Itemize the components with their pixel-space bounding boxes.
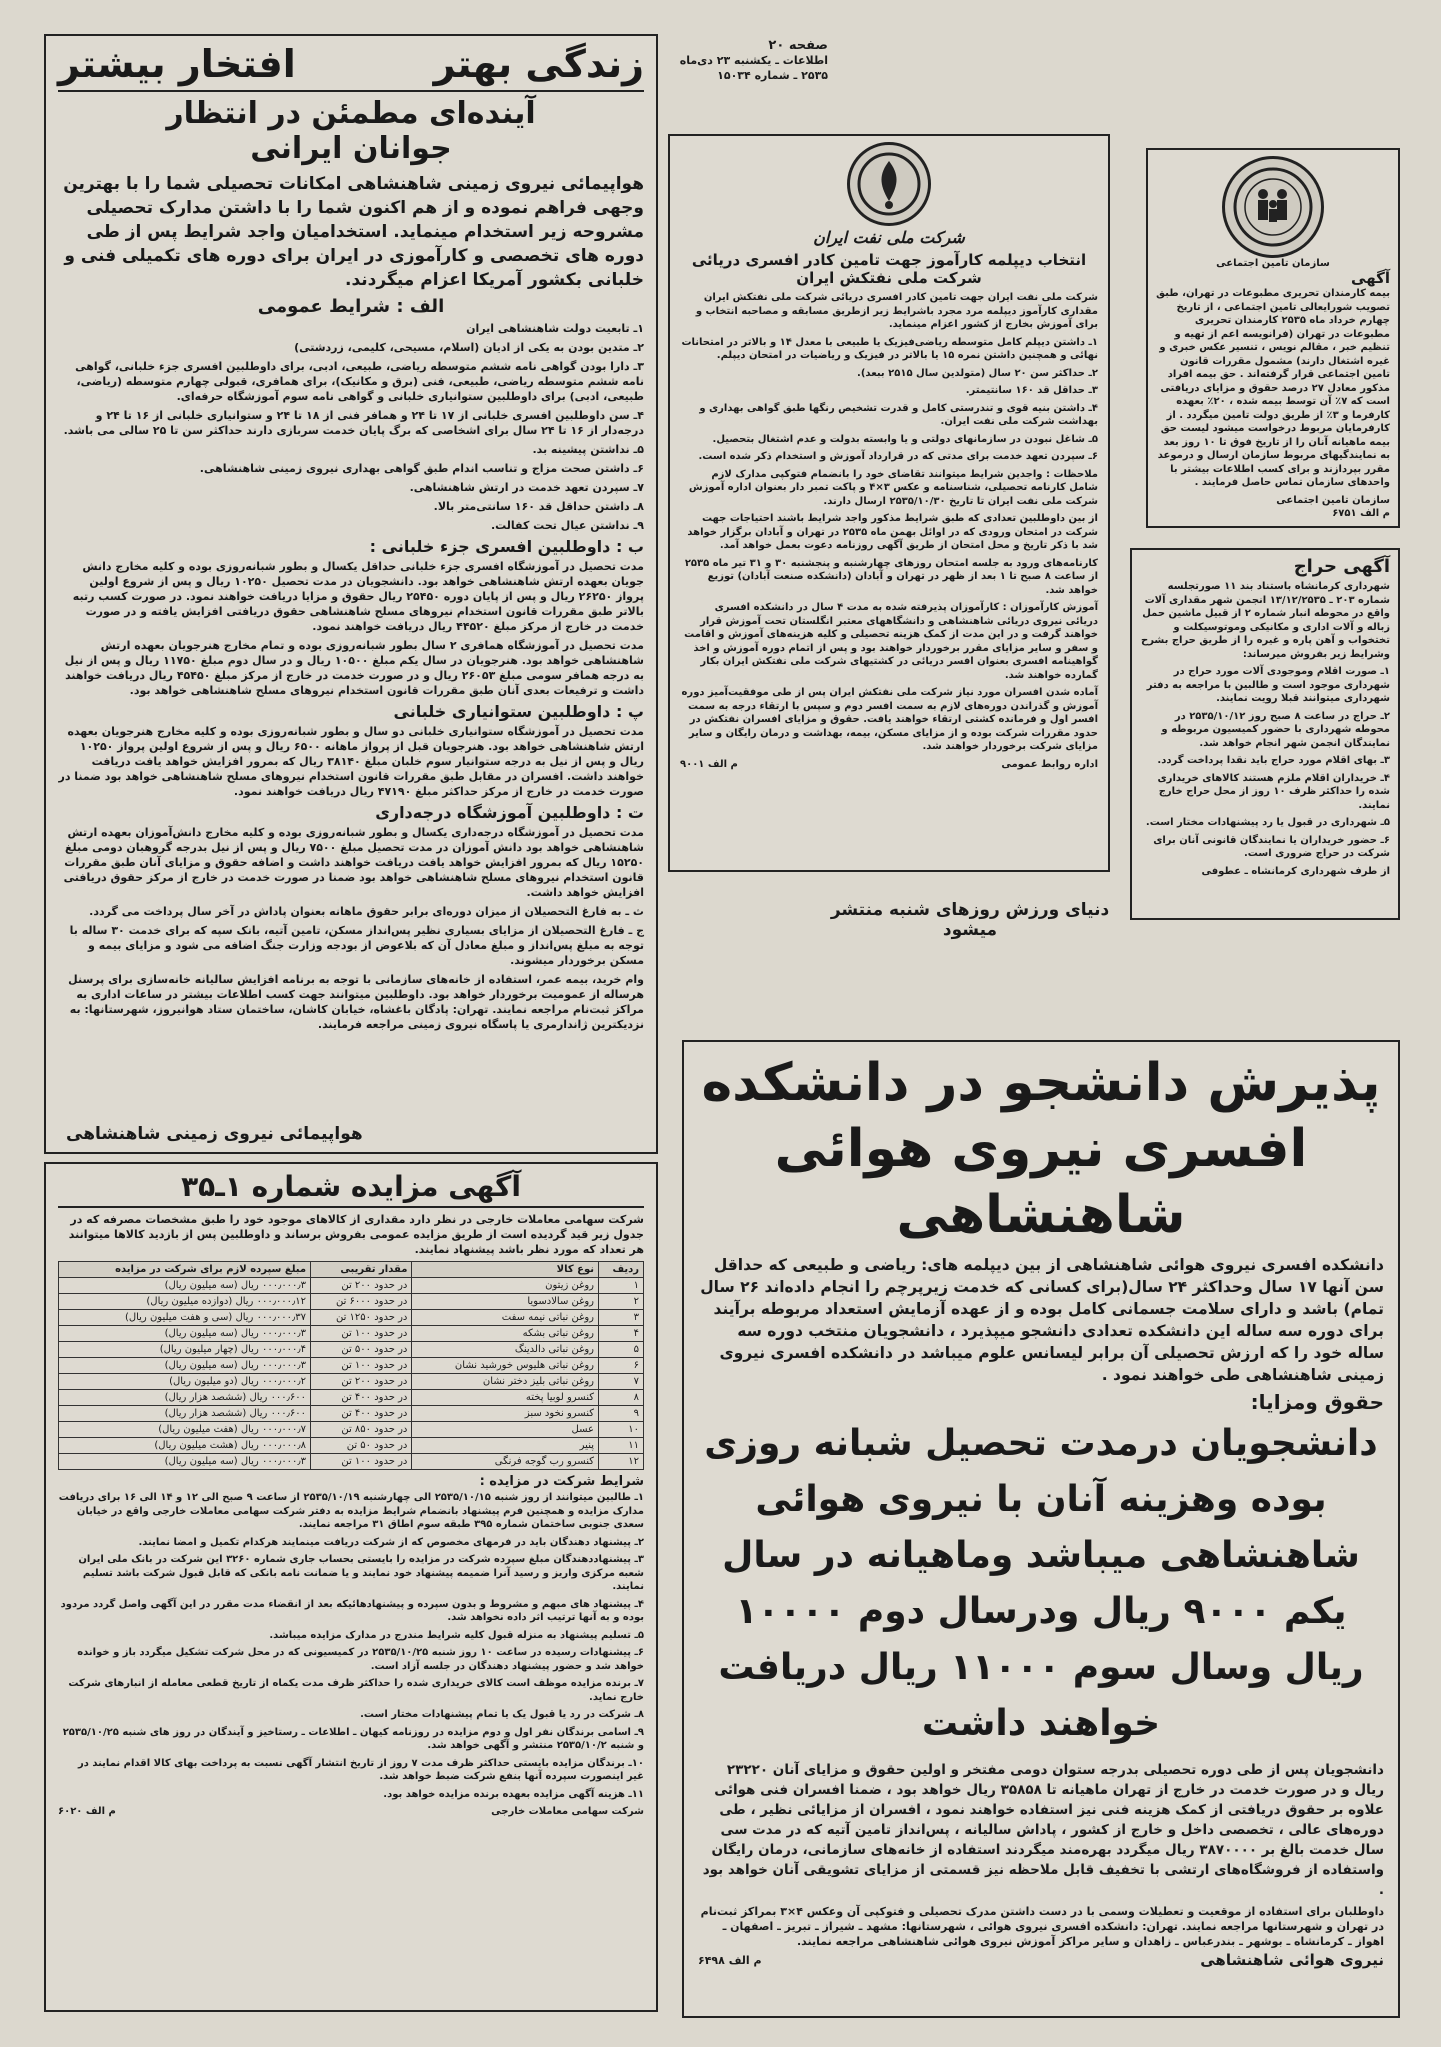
table-cell: عسل [412,1422,599,1438]
table-cell: ۰۰۰٫۰۰۰٫۳ ریال (سه میلیون ریال) [59,1358,311,1374]
af-footer [698,1953,1384,1968]
table-cell: ۹ [599,1406,644,1422]
table-cell: ۰۰۰٫۰۰۰٫۳ ریال (سه میلیون ریال) [59,1278,311,1294]
af-headline2: افسری نیروی هوائی شاهنشاهی [774,1119,1308,1245]
tender-condition: ۱ـ طالبین میتوانند از روز شنبه ۲۵۳۵/۱۰/۱۵ الی چهارشنبه ۲۵۳۵/۱۰/۱۹ از ساعت ۹ صبح الی ۱۲ و ۱۴ الی ۱۶ برای دریافت مدارک مزایده و همچنین فرم پیشنهاد بانضمام شرایط مزایده به دفتر شرکت سهامی معاملات خارجی واقع در خیابان سعدی جنوبی ساختمان شماره ۳۹۵ طبقه سوم اطاق ۳۱ مراجعه نمایند. [58,1492,644,1530]
oil-condition: ۶ـ سپردن تعهد خدمت برای مدتی که در قرارداد آموزش و استخدام ذکر شده است. [698,451,1098,462]
oil-condition: ۱ـ داشتن دیپلم کامل متوسطه ریاضی‌فیزیک یا طبیعی با معدل ۱۴ و بالاتر در امتحانات نهائی و همچنین داشتن نمره ۱۵ یا بالاتر در فیزیک و ریاضیات در امتحان دیپلم. [681,336,1098,361]
table-cell: در حدود ۶۰۰۰ تن [311,1294,412,1310]
table-cell: ۰۰۰٫۰۰۰٫۸ ریال (هشت میلیون ریال) [59,1438,311,1454]
table-row [59,1390,644,1406]
slogan-right: زندگی بهتر [433,42,644,86]
table-cell: ۶ [599,1358,644,1374]
table-cell: ۱ [599,1278,644,1294]
table-row [59,1406,644,1422]
col-header: نوع کالا [412,1262,599,1278]
air-force-ad [682,1040,1400,2018]
oil-para2: ملاحظات : واجدین شرایط میتوانند تقاضای خود را بانضمام فتوکپی مدارک لازم شامل کارنامه تحصیلی، شناسنامه و عکس ۳×۴ و پاکت تمبر دار بعنوان اداره آموزش شرکت ملی نفت ایران تا تاریخ ۲۵۳۵/۱۰/۳۰ ارسال دارند. [688,468,1098,507]
auction-item: ۵ـ شهرداری در قبول یا رد پیشنهادات مختار است. [1145,817,1390,828]
table-cell: ۰۰۰٫۶۰۰ ریال (ششصد هزار ریال) [59,1390,311,1406]
oil-para5: آموزش کارآموزان : کارآموزان پذیرفته شده به مدت ۴ سال در دانشکده افسری دریائی نیروی دریائی شاهنشاهی و دانشگاههای معتبر انگلستان تحت آموزش قرار خواهند گرفت و در این مدت از کمک هزینه تحصیلی و کلیه هزینه‌های آموزش و اقامت و سفر و سایر مزایای مقرر برخوردار خواهند بود و پس از اتمام دوره آموزش و اخذ گواهینامه افسری بعنوان افسر دریائی در کشتیهای شرکت ملی نفتکش ایران بکار گمارده خواهند شد. [684,602,1098,681]
issue-number: ۲۵۳۵ ـ شماره ۱۵۰۳۴ [717,69,828,82]
table-cell: روغن نباتی نیمه سفت [412,1310,599,1326]
table-cell: ۰۰۰٫۶۰۰ ریال (ششصد هزار ریال) [59,1406,311,1422]
oil-para3: از بین داوطلبین تعدادی که طبق شرایط مذکور واجد شرایط باشند احتیاجات جهت شرکت در امتحان ورودی که در اوائل بهمن ماه ۲۵۳۵ در تهران و آبادان برگزار خواهد شد با ذکر تاریخ و محل امتحان از طریق آگهی روزنامه دعوت بعمل خواهد آمد. [687,513,1098,551]
oil-footer [680,758,1098,772]
oil-logo-caption: شرکت ملی نفت ایران [813,228,965,247]
table-row [59,1374,644,1390]
table-cell: ۸ [599,1390,644,1406]
oil-body: شرکت ملی نفت ایران جهت تامین کادر افسری دریائی شرکت ملی نفتکش ایران مقداری کارآموز دیپلمه مرد مجرد باشرایط زیر ازطریق مسابقه و مصاحبه انتخاب و برای آموزش بخارج از کشور اعزام مینماید. [695,292,1098,330]
army-ad-signature: هواپیمائی نیروی زمینی شاهنشاهی [66,1124,363,1144]
af-intro: دانشکده افسری نیروی هوائی شاهنشاهی از بین دیپلمه های: ریاضی و طبیعی که حداقل سن آنها ۱۷ سال وحداکثر ۲۴ سال(برای کسانی که خدمت زیرپرچم را انجام داده‌اند ۲۶ سال تمام) باشد و دارای سلامت جسمانی کامل بوده و از عهده آزمایش استعداد مربوطه برآیند برای دوره سه ساله این دانشکده تعدادی دانشجو میپذیرد ، دانشجویان منتخب دوره سه ساله خود را که ارزش تحصیلی آن برابر لیسانس علوم میباشد در دانشکده افسری نیروی زمینی شاهنشاهی طی خواهند نمود . [700,1256,1384,1384]
ss-signature: سازمان تامین اجتماعی [1276,494,1390,506]
tender-condition: ۳ـ پیشنهاددهندگان مبلغ سپرده شرکت در مزایده را بایستی بحساب جاری شماره ۳۲۶۰ این شرکت در بانک ملی ایران شعبه مرکزی واریز و رسید آنرا ضمیمه پیشنهاد خود نمایند و یا ضمانت نامه بانکی که قابل قبول شرکت باشد تسلیم نمایند. [78,1554,644,1592]
table-cell: ۲ [599,1294,644,1310]
section-a-item: ۴ـ سن داوطلبین افسری خلبانی از ۱۷ تا ۲۴ و همافر فنی از ۱۸ تا ۲۴ و ستوانیاری خلبانی از ۱۶ تا ۲۴ و درجه‌دار از ۱۶ تا ۲۴ سال برای اشخاصی که برگ پایان خدمت سربازی دارند حداکثر سن تا ۲۵ سالی می باشد. [63,409,644,437]
table-cell: ۳ [599,1310,644,1326]
auction-body: شهرداری کرمانشاه باستناد بند ۱۱ صورتجلسه شماره ۲۰۳ ـ ۱۳/۱۲/۲۵۳۵ انجمن شهر مقداری آلات واقع در محوطه انبار شماره ۲ از قبیل ماشین حمل زباله و آلات اداری و مکانیکی وموتوسیکلت و تختخواب و آهن پاره و غیره را از طریق حراج بشرح وشرایط زیر بفروش میرساند: [1140,581,1390,660]
auction-item: ۱ـ صورت اقلام وموجودی آلات مورد حراج در شهرداری موجود است و طالبین با مراجعه به دفتر شهرداری میتوانند قبلا رویت نمایند. [1146,666,1390,704]
section-a-item: ۲ـ متدین بودن به یکی از ادیان (اسلام، مسیحی، کلیمی، زردشتی) [294,341,644,354]
tender-condition: ۲ـ پیشنهاد دهندگان باید در فرمهای مخصوص که از شرکت دریافت مینمایند هرکدام تکمیل و امضا نمایند. [138,1536,644,1548]
table-cell: در حدود ۴۰۰ تن [311,1406,412,1422]
oil-title-line2: شرکت ملی نفتکش ایران [796,269,982,287]
tender-intro: شرکت سهامی معاملات خارجی در نظر دارد مقداری از کالاهای موجود خود را طبق مشخصات مصرفه که در جدول زیر قید گردیده است از طریق مزایده عمومی بفروش برساند و داوطلبین پس از بازدید کالاها میتوانند هر تعداد که مورد نظر باشد پیشنهاد نمایند. [68,1213,644,1256]
slogan-left: افتخار بیشتر [58,42,296,86]
section-th-text: ث ـ به فارغ التحصیلان از میزان دوره‌ای برابر حقوق ماهانه بعنوان پاداش در آخر سال پرداخت می گردد. [89,905,644,918]
af-headline1: پذیرش دانشجو در دانشکده [701,1053,1381,1113]
oil-company-logo [847,142,931,226]
auction-ad [1130,548,1400,920]
section-a-item: ۱ـ تابعیت دولت شاهنشاهی ایران [466,322,644,335]
family-emblem-icon [1230,164,1316,250]
army-aviation-ad [44,34,658,1154]
tender-table-header [59,1262,644,1278]
tender-table [58,1261,644,1470]
table-row [59,1294,644,1310]
table-row [59,1422,644,1438]
table-cell: روغن نباتی دالدینگ [412,1342,599,1358]
table-cell: در حدود ۵۰ تن [311,1438,412,1454]
section-a-item: ۵ـ نداشتن پیشینه بد. [532,443,644,456]
table-cell: در حدود ۱۰۰ تن [311,1454,412,1470]
closing-text: وام خرید، بیمه عمر، استفاده از خانه‌های سازمانی با توجه به برنامه افزایش ساليانه خانه‌سازی برای پرسنل هرساله از عمومیت برخوردار خواهد بود. داوطلبین میتوانند جهت کسب اطلاعات بیشتر در ساعات اداری به مراکز ثبت‌نام مراجعه نمایند. تهران: پادگان باغشاه، خیابان کاشان، ساختمان ستاد هوانیروز، شهرستانها: به نزدیکترین ژاندارمری یا پاسگاه نیروی زمینی مراجعه فرمایند. [68,973,644,1031]
oil-condition: ۴ـ داشتن بنیه قوی و تندرستی کامل و قدرت تشخیص رنگها طبق گواهی بهداری و بهداشت شرکت ملی نفت ایران. [699,402,1098,427]
table-cell: ۰۰۰٫۰۰۰٫۳ ریال (سه میلیون ریال) [59,1326,311,1342]
table-cell: در حدود ۸۵۰ تن [311,1422,412,1438]
sports-notice: دنیای ورزش روزهای شنبه منتشر میشود [830,900,1110,940]
auction-item: ۲ـ حراج در ساعت ۸ صبح روز ۲۵۳۵/۱۰/۱۲ در محوطه شهرداری با حضور کمیسیون مربوطه و نمایندگان انجمن شهر انجام خواهد شد. [1161,710,1390,749]
section-b-title: ب : داوطلبین افسری جزء خلبانی : [369,537,644,556]
oil-para4: کارنامه‌های ورود به جلسه امتحان روزهای چهارشنبه و پنجشنبه ۳۰ و ۳۱ تیر ماه ۲۵۳۵ از ساعت ۸ صبح تا ۱ بعد از ظهر در تهران و آبادان (دانشکده صنعت آبادان) توزیع خواهد شد. [684,557,1098,596]
ss-logo-wrap [1156,156,1390,258]
table-cell: در حدود ۱۰۰ تن [311,1326,412,1342]
table-cell: روغن زیتون [412,1278,599,1294]
table-cell: در حدود ۴۰۰ تن [311,1390,412,1406]
section-j-text: ج ـ فارغ التحصیلان از مزایای بسیاری نظیر پس‌انداز مسکن، تامین آتیه، بانک سپه که برای خدمت ۳۰ ساله با توجه به مبلغ پس‌انداز و مبلغ معادل آن که بلاعوض از بودجه وزارت جنگ اضافه می شود و مزایای بیمه و مسکن برخوردار میشوند. [69,924,644,967]
table-cell: ۱۰ [599,1422,644,1438]
af-signature: نیروی هوائی شاهنشاهی [1200,1951,1384,1969]
table-cell: در حدود ۱۰۰ تن [311,1358,412,1374]
table-cell: ۵ [599,1342,644,1358]
section-a-item: ۹ـ نداشتن عیال تحت کفالت. [490,519,644,532]
issue-date: اطلاعات ـ یکشنبه ۲۳ دی‌ماه [679,54,828,67]
tender-condition: ۴ـ پیشنهاد های مبهم و مشروط و بدون سپرده و پیشنهادهائیکه بعد از انقضاء مدت مقرر در این آگهی واصل گردد مردود بوده و به آنها ترتیب اثر داده نخواهد شد. [60,1598,644,1623]
table-row [59,1310,644,1326]
table-cell: کنسرو لوبیا پخته [412,1390,599,1406]
table-cell: در حدود ۱۲۵۰ تن [311,1310,412,1326]
table-cell: در حدود ۲۰۰ تن [311,1278,412,1294]
table-cell: ۱۱ [599,1438,644,1454]
table-row [59,1278,644,1294]
tender-table-body [59,1278,644,1470]
auction-item: ۳ـ بهای اقلام مورد حراج باید نقدا پرداخت گردد. [1157,755,1390,766]
ad-title-line2: جوانان ایرانی [250,131,452,166]
ss-ref: م الف ۶۷۵۱ [1332,508,1390,519]
section-t-text: مدت تحصیل در آموزشگاه درجه‌داری یکسال و بطور شبانه‌روزی بوده و کلیه مخارج دانش‌آموزان بعهده ارتش شاهنشاهی خواهد بود دانش آموزان در مدت تحصیل مبلغ ۷۵۰۰ ریال و پس از نیل بدرجه گروهبان دومی مبلغ ۱۵۲۵۰ ریال که بمرور افزایش خواهد یافت دریافت خواهند داشت و اضافه حقوق و مزایای آنان طبق مقررات قانون استخدام نیروهای مسلح شاهنشاهی خواهد بود ضمنا در صورت خدمت در خارج از مرکز حقوق دریافتی افزایش خواهد داشت. [63,826,644,899]
tender-footer [58,1805,644,1819]
oil-condition: ۵ـ شاغل نبودن در سازمانهای دولتی و یا وابسته بدولت و عدم اشتغال بتحصیل. [712,433,1098,445]
table-cell: ۱۲ [599,1454,644,1470]
section-t-title: ت : داوطلبین آموزشگاه درجه‌داری [375,803,644,822]
table-cell: در حدود ۵۰۰ تن [311,1342,412,1358]
tender-conditions [58,1491,644,1801]
table-cell: ۰۰۰٫۰۰۰٫۱۲ ریال (دوازده میلیون ریال) [59,1294,311,1310]
col-header: مبلغ سپرده لازم برای شرکت در مزایده [59,1262,311,1278]
tender-ref: م الف ۶۰۲۰ [58,1806,116,1817]
ad-intro: هواپیمائی نیروی زمینی شاهنشاهی امکانات تحصیلی شما را با بهترین وجهی فراهم نموده و از هم اکنون شما را با داشتن مدارک تحصیلی مشروحه زیر استخدام مینماید. استخدامیان واجد شرایط پس از طی دوره های تخصصی و کارآموزی در ایران برای دوره های تکمیلی فنی و خلبانی بکشور آمریکا اعزام میگردند. [63,174,644,290]
auction-signature: از طرف شهرداری کرمانشاه ـ عطوفی [1201,865,1390,877]
table-cell: ۰۰۰٫۰۰۰٫۳ ریال (سه میلیون ریال) [59,1454,311,1470]
section-b-text: مدت تحصیل در آموزشگاه افسری جزء خلبانی حداقل یکسال و بطور شبانه‌روزی بوده و کلیه مخارج دانش جویان بعهده ارتش شاهنشاهی خواهد بود. دانشجویان در مدت تحصیل ۱۰۲۵۰ ریال و پس از شروع اولین پرواز ۲۶۲۵۰ ریال و پس از پایان دوره ۲۵۴۵۰ ریال حقوق و مزایا دریافت خواهند نمود. در صورت کسب رتبه بالاتر طبق مقررات قانون استخدام نیروهای مسلح شاهنشاهی حقوق دریافتی افزایش یافته و در صورت خدمت در خارج از مرکز مبلغ ۴۴۵۲۰ ریال دریافت خواهند نمود. [72,560,644,633]
oil-title-line1: انتخاب دیپلمه کارآموز جهت تامین کادر افسری دریائی [691,251,1087,269]
table-cell: کنسرو رب گوجه فرنگی [412,1454,599,1470]
oil-ref: اداره روابط عمومی [1001,758,1098,770]
section-a-item: ۶ـ داشتن صحت مزاج و تناسب اندام طبق گواهی بهداری نیروی زمینی شاهنشاهی. [199,462,644,475]
auction-item: ۶ـ حضور خریداران یا نمایندگان قانونی آنان برای شرکت در حراج ضروری است. [1153,834,1390,859]
af-ref: م الف ۶۴۹۸ [698,1954,762,1967]
af-body2: دانشجویان پس از طی دوره تحصیلی بدرجه ستوان دومی مفتخر و اولین حقوق و مزایای آنان ۲۳۲۲۰ ریال و در صورت خدمت در خارج از تهران ماهیانه تا ۳۵۸۵۸ ریال خواهد بود ، ضمنا افسران فنی هوائی علاوه بر حقوق دریافتی از کمک هزینه فنی نیز استفاده خواهند نمود ، افسران از مزایائی نظیر ، طی دوره‌های عالی ، تخصصی داخل و خارج از کشور ، پاداش سالیانه ، پس‌انداز تامین آتیه که در مدت سی سال خدمت بالغ بر ۳۸۷۰۰۰۰ ریال میگردد بهره‌مند میگردند استفاده از خانه‌های سازمانی، درمان رایگان واستفاده از فروشگاه‌های ارتشی با تخفیف قابل ملاحظه نیز قسمتی از مزایای تشویقی آنان خواهد بود . [702,1762,1384,1898]
table-row [59,1454,644,1470]
table-cell: ۰۰۰٫۰۰۰٫۷ ریال (هفت میلیون ریال) [59,1422,311,1438]
ss-logo-caption: سازمان تامین اجتماعی [1216,258,1330,269]
section-a-list [58,321,644,533]
section-p-title: پ : داوطلبین ستوانیاری خلبانی [393,702,644,721]
table-cell: پنیر [412,1438,599,1454]
table-row [59,1326,644,1342]
ad-title-line1: آینده‌ای مطمئن در انتظار [166,96,536,131]
tender-title: آگهی مزایده شماره ۱ـ۳۵ [58,1170,644,1208]
oil-ref2: م الف ۹۰۰۱ [680,758,738,770]
af-big-text: دانشجویان درمدت تحصیل شبانه روزی بوده وهزینه آنان با نیروی هوائی شاهنشاهی میباشد وماهیانه در سال یکم ۹۰۰۰ ریال ودرسال دوم ۱۰۰۰۰ ریال وسال سوم ۱۱۰۰۰ ریال دریافت خواهند داشت [704,1423,1378,1744]
social-security-logo [1222,156,1324,258]
tender-condition: ۱۰ـ برندگان مزایده بایستی حداکثر ظرف مدت ۷ روز از تاریخ انتشار آگهی نسبت به پرداخت بهای کالا اقدام نمایند در غیر اینصورت سپرده آنها بنفع شرکت ضبط خواهد شد. [77,1757,644,1782]
auction-title: آگهی حراج [1293,556,1390,577]
table-cell: ۰۰۰٫۰۰۰٫۳۷ ریال (سی و هفت میلیون ریال) [59,1310,311,1326]
tender-condition: ۹ـ اسامی برندگان نفر اول و دوم مزایده در روزنامه کیهان ـ اطلاعات ـ رستاخیز و آیندگان در روز های شنبه ۲۵۳۵/۱۰/۲۵ و شنبه ۲۵۳۵/۱۰/۲ منتشر و آگهی خواهد شد. [62,1726,644,1751]
table-cell: در حدود ۲۰۰ تن [311,1374,412,1390]
tender-condition: ۵ـ تسلیم پیشنهاد به منزله قبول کلیه شرایط مندرج در مدارک مزایده میباشد. [269,1629,644,1641]
oil-para6: آماده شدن افسران مورد نیاز شرکت ملی نفتکش ایران پس از طی موفقیت‌آمیز دوره آموزش و گذراندن دوره‌های لازم به سمت افسر دوم و سپس با ارتقاء درجه به سمت افسر اول و فرمانده کشتی ارتقاء خواهند یافت. حقوق و مزایای افسران نفتکش در حدود مقررات شرکت بوده و از مزایای مسکن، بیمه، بهداشت و درمان رایگان و سایر مزایای شرکت برخوردار خواهند شد. [681,687,1098,752]
table-cell: روغن نباتی هلیوس خورشید نشان [412,1358,599,1374]
tender-condition: ۶ـ پیشنهادات رسیده در ساعت ۱۰ روز شنبه ۲۵۳۵/۱۰/۲۵ در کمیسیونی که در محل شرکت تشکیل میگردد باز و خوانده خواهد شد و حضور پیشنهاد دهندگان در جلسه آزاد است. [77,1647,644,1672]
auction-item: ۴ـ خریداران اقلام ملزم هستند کالاهای خریداری شده را حداکثر ظرف ۱۰ روز از محل حراج خارج نمایند. [1157,772,1390,811]
tender-ad [44,1162,658,2012]
section-a-item: ۷ـ سپردن تعهد خدمت در ارتش شاهنشاهی. [409,481,644,494]
ss-body: بیمه کارمندان تحریری مطبوعات در تهران، طبق تصویب شورایعالی تامین اجتماعی ، از تاریخ چهارم خرداد ماه ۲۵۳۵ کارمندان تحریری مطبوعات در تهران (فرانویسه اعم از تهیه و تنظیم خبر ، مقالم نویس ، تنسیر عکس خبری و غیره اشتغال دارند) مشمول مقررات قانون تامین اجتماعی قرار گرفته‌اند . حق بیمه افراد مذکور معادل ۲۷ درصد حقوق و مزایای دریافتی است که ۷٪ آن توسط بیمه شده ، ۲۰٪ بعهده کارفرما و ۳٪ از طریق دولت تامین میگردد . از کارفرمایان مربوط درخواست میشود لیست حق بیمه ماهیانه آنان را از تاریخ فوق تا ۱۰ روز بعد به نمایندگیهای مربوط سازمان ارسال و درموعد مقرر بپردازند و برای کسب اطلاعات بیشتر با واحدهای سازمان تماس حاصل فرمایند . [1156,288,1390,488]
oil-conditions [680,336,1098,464]
section-a-item: ۳ـ دارا بودن گواهی نامه ششم متوسطه ریاضی، طبیعی، ادبی، برای داوطلبین افسری جزء خلبانی، گواهی نامه ششم متوسطه ریاضی، طبیعی، فنی (برق و مکانیک)، برای همافری، قبولی چهارم متوسطه (ریاضی، طبیعی، ادبی) برای داوطلبین ستوانیاری خلبانی و گواهی نامه سوم آموزشگاه حرفه‌ای. [75,360,644,403]
table-cell: ۷ [599,1374,644,1390]
oil-logo-wrap [680,142,1098,226]
tender-condition: ۷ـ برنده مزایده موظف است کالای خریداری شده را حداکثر ظرف مدت یکماه از تاریخ قطعی معامله از انبارهای شرکت خارج نماید. [68,1678,644,1703]
oil-company-ad [668,134,1110,872]
af-subhead: حقوق ومزایا: [1250,1390,1384,1414]
oil-condition: ۲ـ حداکثر سن ۲۰ سال (متولدین سال ۲۵۱۵ ببعد). [857,367,1098,379]
tender-signature: شرکت سهامی معاملات خارجی [491,1806,644,1817]
table-row [59,1358,644,1374]
slogan-row [58,42,644,92]
page-header [668,38,828,83]
table-cell: ۴ [599,1326,644,1342]
table-cell: ۰۰۰٫۰۰۰٫۲ ریال (دو میلیون ریال) [59,1374,311,1390]
tender-condition: ۱۱ـ هزینه آگهی مزایده بعهده برنده مزایده خواهد بود. [383,1788,644,1800]
oil-flame-icon [854,149,924,219]
table-cell: روغن سالادسویا [412,1294,599,1310]
ss-title: آگهی [1351,269,1390,287]
table-row [59,1342,644,1358]
conditions-title: شرایط شرکت در مزایده : [479,1474,644,1489]
table-cell: کنسرو نخود سبز [412,1406,599,1422]
section-a-title: الف : شرایط عمومی [257,296,445,317]
page-number: صفحه ۲۰ [768,38,828,53]
table-cell: ۰۰۰٫۰۰۰٫۴ ریال (چهار میلیون ریال) [59,1342,311,1358]
section-p-text: مدت تحصیل در آموزشگاه ستوانیاری خلبانی دو سال و بطور شبانه‌روزی بوده و کلیه مخارج هنرجویان بعهده ارتش شاهنشاهی خواهد بود. هنرجویان قبل از پرواز ماهانه ۶۵۰۰ ریال و پس از شروع اولین پرواز ۱۰۲۵۰ ریال و پس از نیل به درجه ستوانیار سوم خلبان مبلغ ۳۸۱۴۰ ریال که بمرور افزایش خواهد یافت دریافت خواهند داشت. افسران در مقابل طبق مقررات قانون استخدام نیروهای مسلح شاهنشاهی خواهد بود ضمنا در صورت خدمت در خارج از مرکز حداکثر مبلغ ۴۷۱۹۰ ریال دریافت خواهند نمود. [58,725,644,798]
table-cell: روغن نباتی بشکه [412,1326,599,1342]
af-body3: داوطلبان برای استفاده از موقعیت و تعطیلات وسمی با در دست داشتن مدرک تحصیلی و فتوکپی آن وعکس ۴×۳ بمراکز ثبت‌نام در تهران و شهرستانها مراجعه نمایند. تهران: دانشکده افسری نیروی هوائی ، شهرستانها: مشهد ـ شیراز ـ تبریز ـ اصفهان ـ اهواز ـ کرمانشاه ـ بوشهر ـ بندرعباس ـ زاهدان و سایر مراکز آموزش نیروی هوائی شاهنشاهی مراجعه نمایند. [700,1905,1384,1948]
social-security-ad [1146,148,1400,528]
col-header: مقدار تقریبی [311,1262,412,1278]
table-row [59,1438,644,1454]
section-a-item: ۸ـ داشتن حداقل قد ۱۶۰ سانتی‌متر بالا. [433,500,644,513]
section-b-text2: مدت تحصیل در آموزشگاه همافری ۲ سال بطور شبانه‌روزی بوده و تمام مخارج هنرجویان بعهده ارتش شاهنشاهی خواهد بود. هنرجویان در سال یکم مبلغ ۱۰۵۰۰ ریال و در سال دوم مبلغ ۱۱۷۵۰ ریال و پس از نیل به درجه همافر سومی مبلغ ۲۶۰۵۳ ریال و در صورت خدمت در خارج از مرکز مبلغ ۴۵۴۵۰ ریال دریافت خواهند داشت و ترفیعات بعدی آنان طبق مقررات قانون استخدام نیروهای مسلح شاهنشاهی خواهد بود. [64,639,644,697]
table-cell: روغن نباتی بلیز دختر نشان [412,1374,599,1390]
tender-condition: ۸ـ شرکت در رد یا قبول یک یا تمام پیشنهادات مختار است. [360,1709,644,1720]
col-header: ردیف [599,1262,644,1278]
oil-condition: ۳ـ حداقل قد ۱۶۰ سانتیمتر. [965,385,1098,396]
auction-items [1140,665,1390,861]
